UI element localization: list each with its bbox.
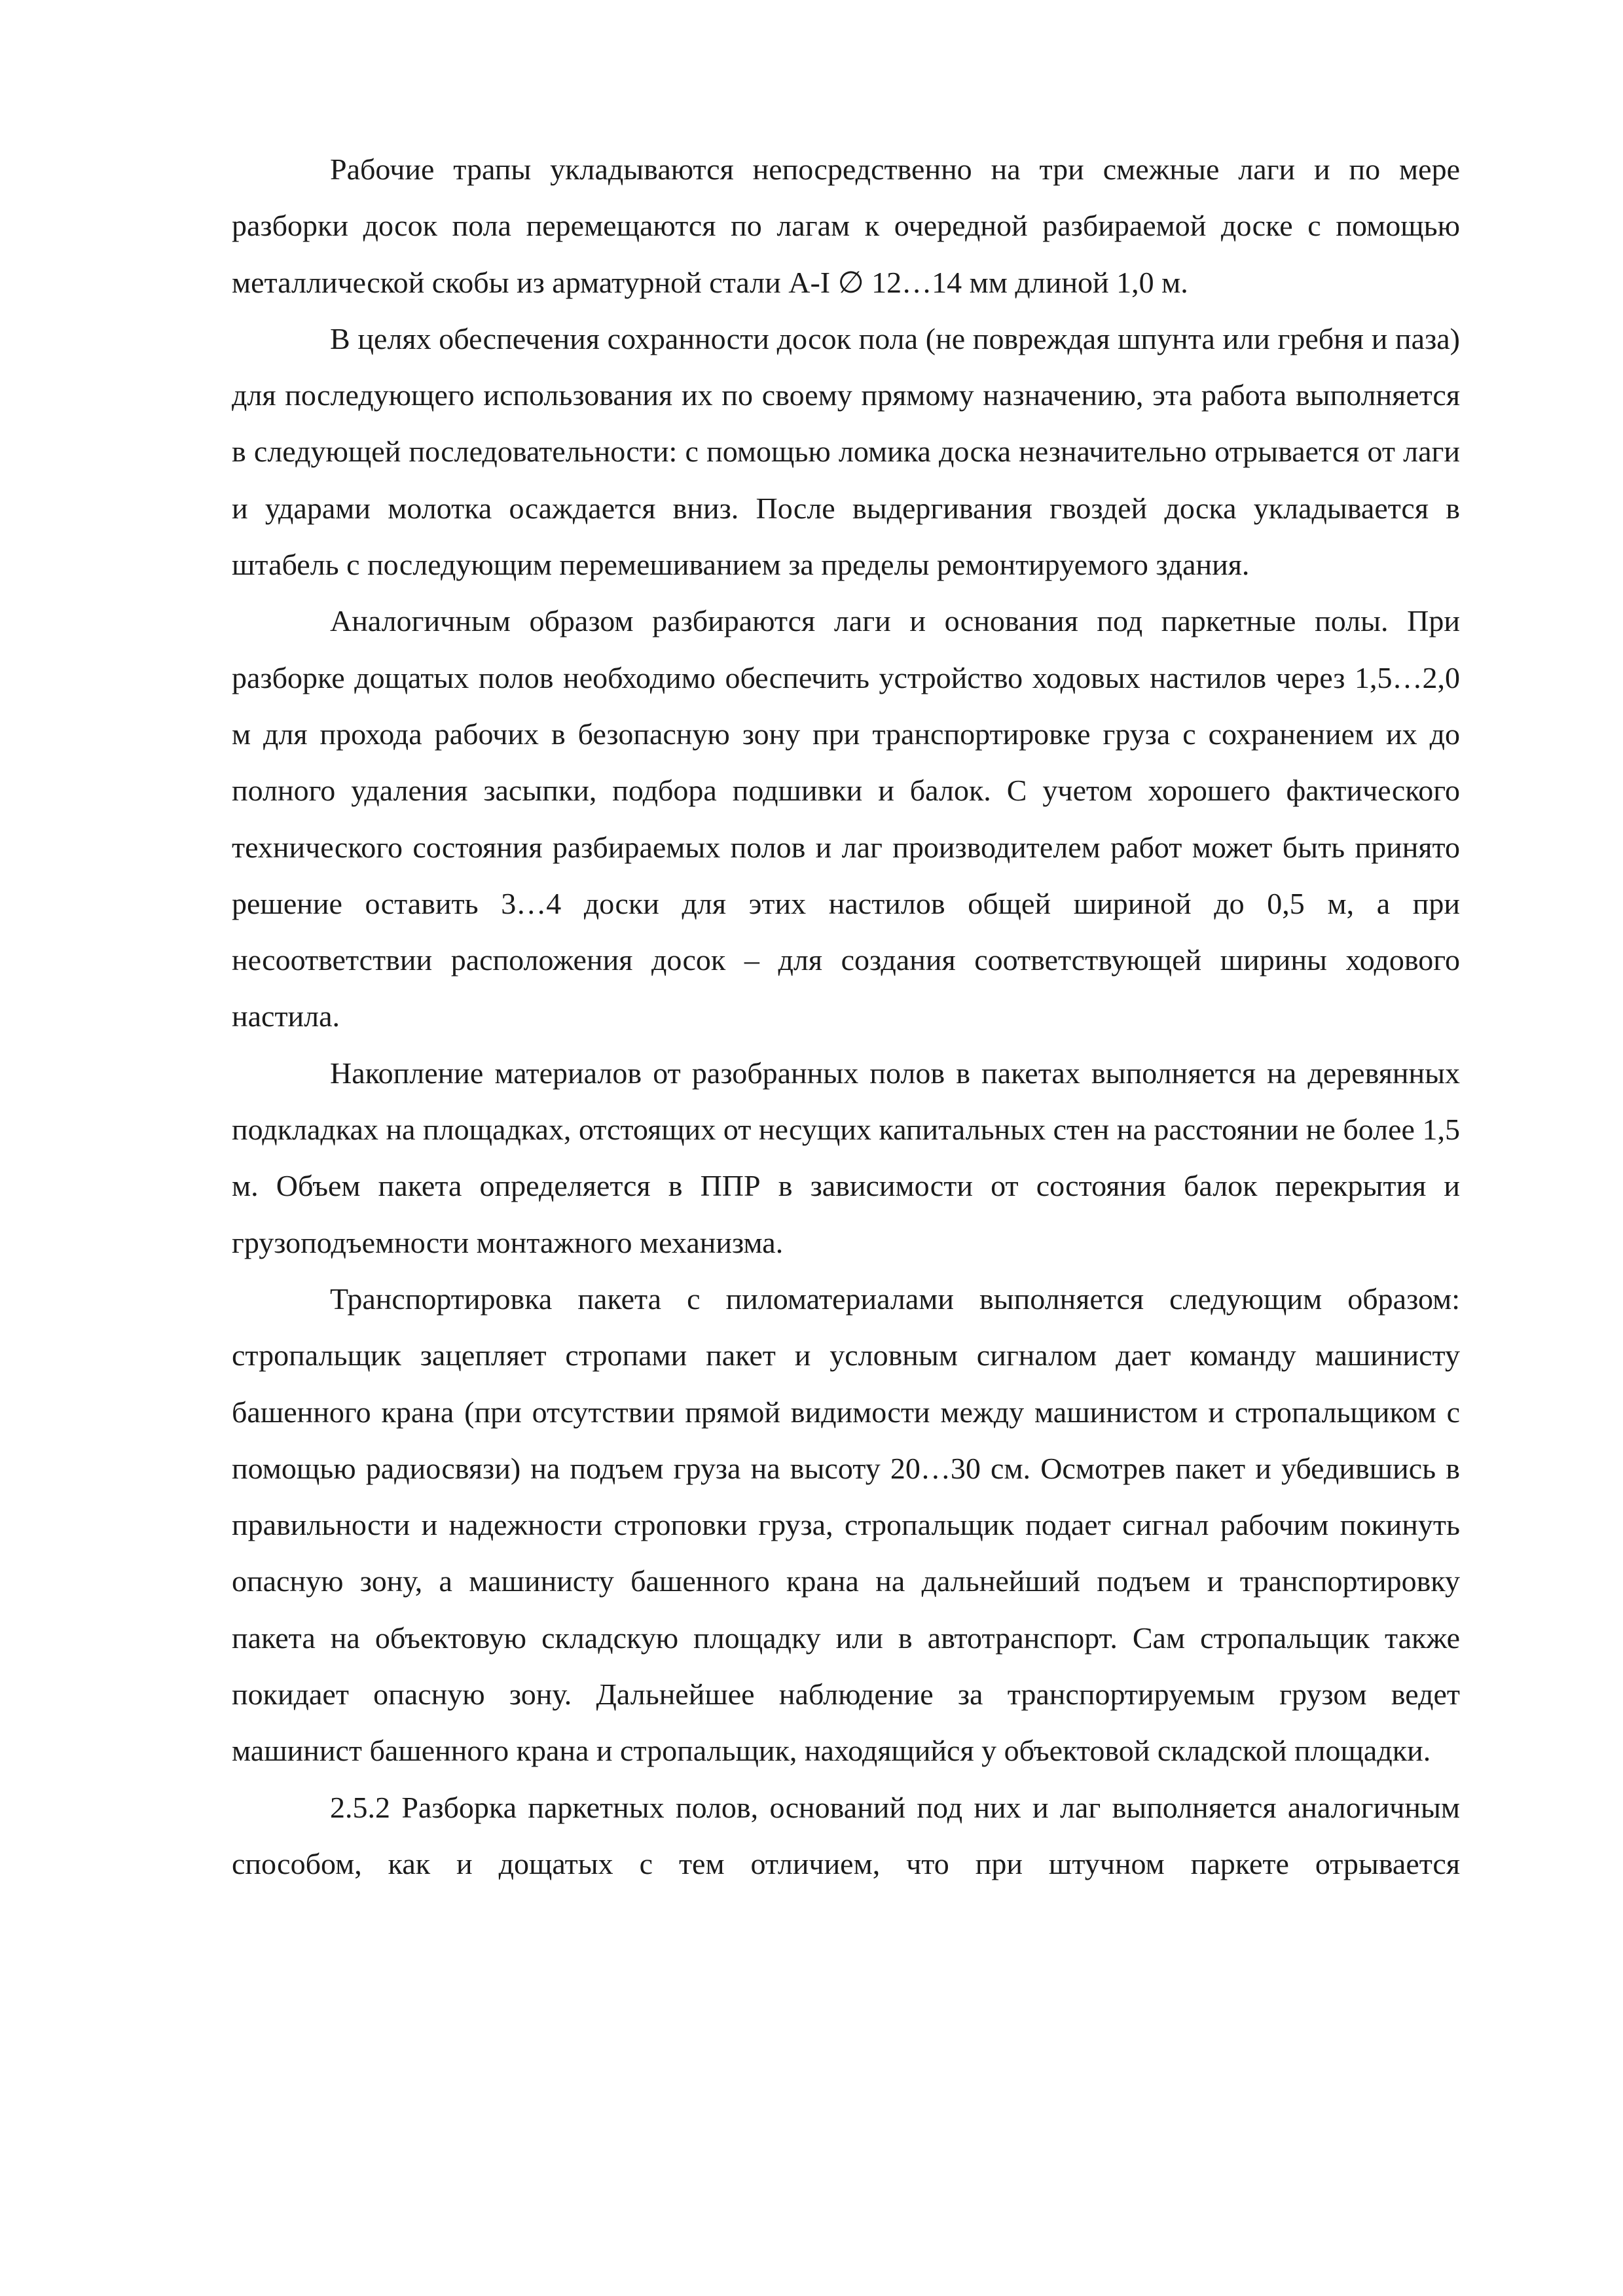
paragraph-material-stacking: Накопление материалов от разобранных полов в пакетах выполняется на деревянных подкладках на площадках, отстоящих от несущих капитальных стен на расстоянии не более 1,5 м. Объем пакета определяется в ППР в зависимости от состояния балок перекрытия и грузоподъемности монтажного механизма. [232,1056,1460,1259]
body-text [232,141,1460,1892]
paragraph-board-preservation: В целях обеспечения сохранности досок пола (не повреждая шпунта или гребня и паза) для последующего использования их по своему прямому назначению, эта работа выполняется в следующей последовательности: с помощью ломика доска незначительно отрывается от лаги и ударами молотка осаждается вниз. После выдергивания гвоздей доска укладывается в штабель с последующим перемешиванием за пределы ремонтируемого здания. [232,321,1460,582]
paragraph-package-transport: Транспортировка пакета с пиломатериалами выполняется следующим образом: стропальщик зацепляет стропами пакет и условным сигналом дает команду машинисту башенного крана (при отсутствии прямой видимости между машинистом и стропальщиком с помощью радиосвязи) на подъем груза на высоту 20…30 см. Осмотрев пакет и убедившись в правильности и надежности строповки груза, стропальщик подает сигнал рабочим покинуть опасную зону, а машинисту башенного крана на дальнейший подъем и транспортировку пакета на объектовую складскую площадку или в автотранспорт. Сам стропальщик также покидает опасную зону. Дальнейшее наблюдение за транспортируемым грузом ведет машинист башенного крана и стропальщик, находящийся у объектовой складской площадки. [232,1282,1460,1768]
paragraph-parquet-dismantling: 2.5.2 Разборка паркетных полов, оснований под них и лаг выполняется аналогичным способом, как и дощатых с тем отличием, что при штучном паркете отрывается [232,1790,1460,1880]
paragraph-work-ladders: Рабочие трапы укладываются непосредственно на три смежные лаги и по мере разборки досок пола перемещаются по лагам к очередной разбираемой доске с помощью металлической скобы из арматурной стали A-I ∅ 12…14 мм длиной 1,0 м. [232,152,1460,299]
paragraph-joists-and-walkways: Аналогичным образом разбираются лаги и основания под паркетные полы. При разборке дощатых полов необходимо обеспечить устройство ходовых настилов через 1,5…2,0 м для прохода рабочих в безопасную зону при транспортировке груза с сохранением их до полного удаления засыпки, подбора подшивки и балок. С учетом хорошего фактического технического состояния разбираемых полов и лаг производителем работ может быть принято решение оставить 3…4 доски для этих настилов общей шириной до 0,5 м, а при несоответствии расположения досок – для создания соответствующей ширины ходового настила. [232,604,1460,1033]
